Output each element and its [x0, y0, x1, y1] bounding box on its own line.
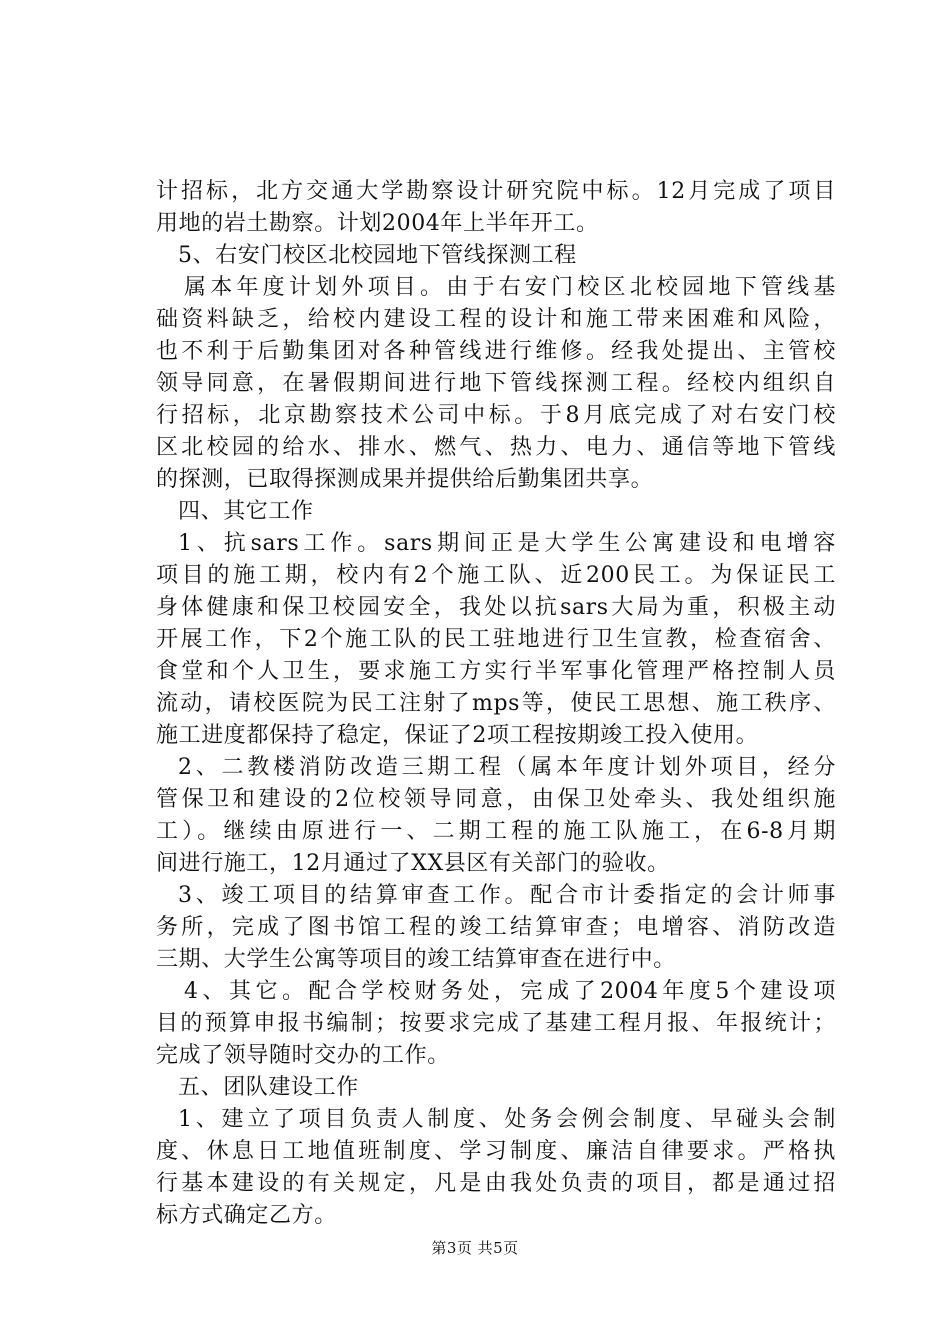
- text-line: 计招标，北方交通大学勘察设计研究院中标。12月完成了项目: [156, 179, 836, 204]
- section-heading: 五、团队建设工作: [178, 1075, 359, 1100]
- section-heading: 四、其它工作: [178, 499, 314, 524]
- text-line: 标方式确定乙方。: [156, 1203, 337, 1228]
- text-line: 区北校园的给水、排水、燃气、热力、电力、通信等地下管线: [156, 435, 836, 460]
- text-line: 3、竣工项目的结算审查工作。配合市计委指定的会计师事: [178, 883, 836, 908]
- text-line: 开展工作，下2个施工队的民工驻地进行卫生宣教，检查宿舍、: [156, 627, 836, 652]
- text-line: 项目的施工期，校内有2个施工队、近200民工。为保证民工: [156, 563, 836, 588]
- text-line: 2、二教楼消防改造三期工程（属本年度计划外项目，经分: [178, 755, 836, 780]
- text-line: 行招标，北京勘察技术公司中标。于8月底完成了对右安门校: [156, 403, 836, 428]
- text-line: 三期、大学生公寓等项目的竣工结算审查在进行中。: [156, 947, 676, 972]
- text-line: 务所，完成了图书馆工程的竣工结算审查；电增容、消防改造: [156, 915, 836, 940]
- text-line: 行基本建设的有关规定，凡是由我处负责的项目，都是通过招: [156, 1171, 836, 1196]
- page-footer: 第3页 共5页: [431, 1239, 519, 1257]
- text-line: 1、建立了项目负责人制度、处务会例会制度、早碰头会制: [178, 1107, 836, 1132]
- text-line: 身体健康和保卫校园安全，我处以抗sars大局为重，积极主动: [156, 595, 836, 620]
- section-heading: 5、右安门校区北校园地下管线探测工程: [178, 243, 577, 268]
- text-line: 的探测，已取得探测成果并提供给后勤集团共享。: [156, 467, 654, 492]
- text-line: 食堂和个人卫生，要求施工方实行半军事化管理严格控制人员: [156, 659, 836, 684]
- text-line: 础资料缺乏，给校内建设工程的设计和施工带来困难和风险，: [156, 307, 836, 332]
- document-body: [156, 176, 836, 1232]
- text-line: 目的预算申报书编制；按要求完成了基建工程月报、年报统计；: [156, 1011, 836, 1036]
- text-line: 工）。继续由原进行一、二期工程的施工队施工，在6-8月期: [156, 819, 836, 844]
- text-line: 度、休息日工地值班制度、学习制度、廉洁自律要求。严格执: [156, 1139, 836, 1164]
- text-line: 4、其它。配合学校财务处，完成了2004年度5个建设项: [184, 979, 836, 1004]
- text-line: 管保卫和建设的2位校领导同意，由保卫处牵头、我处组织施: [156, 787, 836, 812]
- text-line: 属本年度计划外项目。由于右安门校区北校园地下管线基: [184, 275, 836, 300]
- text-line: 领导同意，在暑假期间进行地下管线探测工程。经校内组织自: [156, 371, 836, 396]
- text-line: 也不利于后勤集团对各种管线进行维修。经我处提出、主管校: [156, 339, 836, 364]
- text-line: 施工进度都保持了稳定，保证了2项工程按期竣工投入使用。: [156, 723, 759, 748]
- text-line: 完成了领导随时交办的工作。: [156, 1043, 450, 1068]
- text-line: 1、抗sars工作。sars期间正是大学生公寓建设和电增容: [178, 531, 836, 556]
- text-line: 间进行施工，12月通过了XX县区有关部门的验收。: [156, 851, 670, 876]
- text-line: 用地的岩土勘察。计划2004年上半年开工。: [156, 211, 599, 236]
- text-line: 流动，请校医院为民工注射了mps等，使民工思想、施工秩序、: [156, 691, 836, 716]
